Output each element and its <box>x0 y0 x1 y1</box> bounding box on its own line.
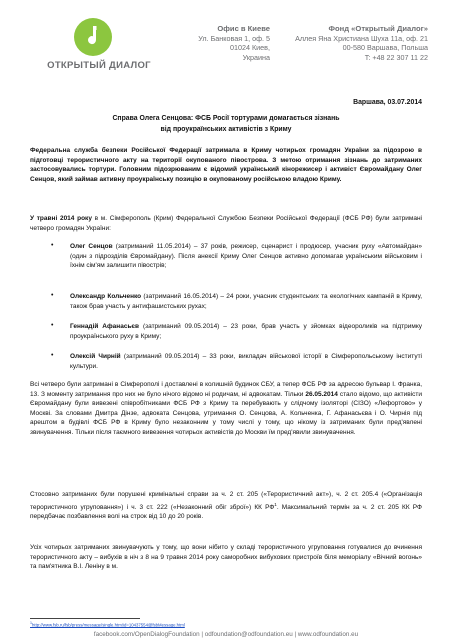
detention-date: 26.05.2014 <box>305 390 338 398</box>
page-footer: facebook.com/OpenDialogFoundation | odfoundation@odfoundation.eu | www.odfoundation.eu <box>93 631 359 638</box>
detainee-name: Олександр Кольченко <box>70 293 142 300</box>
warsaw-foundation-address <box>282 24 428 62</box>
list-item <box>70 352 422 371</box>
kyiv-address-line: Ул. Банковая 1, оф. 5 <box>198 33 270 43</box>
bullet-icon: • <box>51 322 54 329</box>
detainee-name: Геннадій Афанасьєв <box>70 323 140 330</box>
bullet-icon: • <box>51 292 54 299</box>
list-item <box>70 242 422 271</box>
warsaw-foundation-title: Фонд «Открытый Диалог» <box>328 24 428 33</box>
kyiv-office-address <box>150 24 270 62</box>
intro-date: У травні 2014 року <box>30 215 92 222</box>
paragraph-charges <box>30 490 422 522</box>
paragraph-intro <box>30 214 422 233</box>
charges-text: . Максимальний термін за ч. 2 ст. 205 КК РФ передбачає позбавлення волі на строк від 10 до 20 років. <box>30 503 422 521</box>
bullet-icon: • <box>51 352 54 359</box>
list-item <box>70 292 422 311</box>
paragraph-accusation: Усіх чотирьох затриманих звинувачують у тому, що вони нібито у складі терористичного угруповання готувалися до вчинення терористичного акту – вибухів в ніч з 8 на 9 травня 2014 року саморобних вибухових пристроїв біля меморіалу «Вічний вогонь» та пам'ятника В.І. Леніну в м. <box>30 544 422 570</box>
detainee-name: Олексій Чирній <box>70 353 121 360</box>
lead-paragraph: Федеральна служба безпеки Російської Федерації затримала в Криму чотирьох громадян України за підозрою в підготовці терористичного акту на території окупованого півострова. З метою отримання зізнань до затриманих застосовувались тортури. Головним підозрюваним є відомий український кінорежисер і активіст Євромайдану Олег Сенцов, який займав активну проукраїнську позицію в окупованому російською владою Криму. <box>30 147 422 183</box>
footnote-number: 1 <box>30 621 32 625</box>
warsaw-address-line: Аллея Яна Христиана Шуха 11а, оф. 21 <box>295 33 428 43</box>
music-note-icon <box>84 24 102 48</box>
charges-text: Стосовно затриманих були порушені кримінальні справи за ч. 2 ст. 205 («Терористичний акт»), ч. 2 ст. 205.4 («Організація терористичного угруповання») і ч. 3 ст. 222 («Незаконний обіг зброї») КК РФ <box>30 491 422 511</box>
footnote-link[interactable] <box>30 621 185 627</box>
title-line: Справа Олега Сенцова: ФСБ Росії тортурами домагається зізнань <box>112 115 340 122</box>
logo-text: ОТКРЫТЫЙ ДИАЛОГ <box>47 60 151 71</box>
detainee-details: (затриманий 16.05.2014) – 24 роки, учасник студентських та екологічних кампаній в Криму, також брав участь у антифашистських рухах; <box>70 293 423 310</box>
footnote-url: http://www.fsb.ru/fsb/press/message/single.htm!id=10437554@fsbMessage.html <box>32 622 185 628</box>
paragraph-detention <box>30 380 422 437</box>
footnote-divider <box>30 618 140 619</box>
logo <box>34 18 164 76</box>
intro-text: в м. Сімферополь (Крим) Федеральної Службою Безпеки Російської Федерації (ФСБ РФ) були затримані четверо громадян України: <box>30 215 422 232</box>
document-date: Варшава, 03.07.2014 <box>353 99 422 106</box>
document-title <box>30 114 422 135</box>
title-line: від проукраїнських активістів з Криму <box>160 125 292 133</box>
warsaw-phone: T: +48 22 307 11 22 <box>364 52 428 62</box>
bullet-icon: • <box>51 242 54 249</box>
detainee-name: Олег Сенцов <box>70 243 113 250</box>
list-item <box>70 322 422 341</box>
kyiv-address-line: 01024 Киев, <box>230 43 270 53</box>
detention-text: стало відомо, що активісти Євромайдану були вивезені співробітниками ФСБ РФ з Криму та перебувають у слідчому ізоляторі (СІЗО) «Лефортово» у Москві. За словами Дмитра Дінзе, адвоката Сенцова, утримання О. Сенцова, А. Кольченка, Г. Афанасьєва і О. Чирнія під арештом в будівлі ФСБ РФ в Криму було незаконним у тому числі у тому, що нікому із затриманих були пред'явлені звинувачення. Тільки після таємного вивезення чотирьох активістів до Москви їм пред'явили звинувачення. <box>30 390 422 436</box>
detention-text: Всі четверо були затримані в Сімферополі і доставлені в колишній будинок СБУ, а тепер ФСБ РФ за адресою бульвар І. Франка, 13. З моменту затримання про них не було нічого відомо ні родичам, ні адвокатам. Тільки <box>30 381 422 398</box>
footnote-ref: 1 <box>274 501 277 507</box>
detainee-details: (затриманий 09.05.2014) – 33 роки, викладач військової історії в Сімферопольському інституті культури. <box>70 353 423 370</box>
warsaw-address-line: 00-580 Варшава, Польша <box>342 43 428 53</box>
detainee-details: (затриманий 11.05.2014) – 37 років, режисер, сценарист і продюсер, учасник руху «Автомайдан» (один з підрозділів Євромайдану). Після анексії Криму Олег Сенцов активно допомагав українським військовим і їхнім сім'ям залишити півострів; <box>70 243 422 269</box>
detainee-details: (затриманий 09.05.2014) – 23 роки, брав участь у зйомках відеороликів на підтримку проукраїнського руху в Криму; <box>70 323 423 340</box>
kyiv-address-line: Украина <box>242 52 270 62</box>
kyiv-office-title: Офис в Киеве <box>217 24 270 33</box>
